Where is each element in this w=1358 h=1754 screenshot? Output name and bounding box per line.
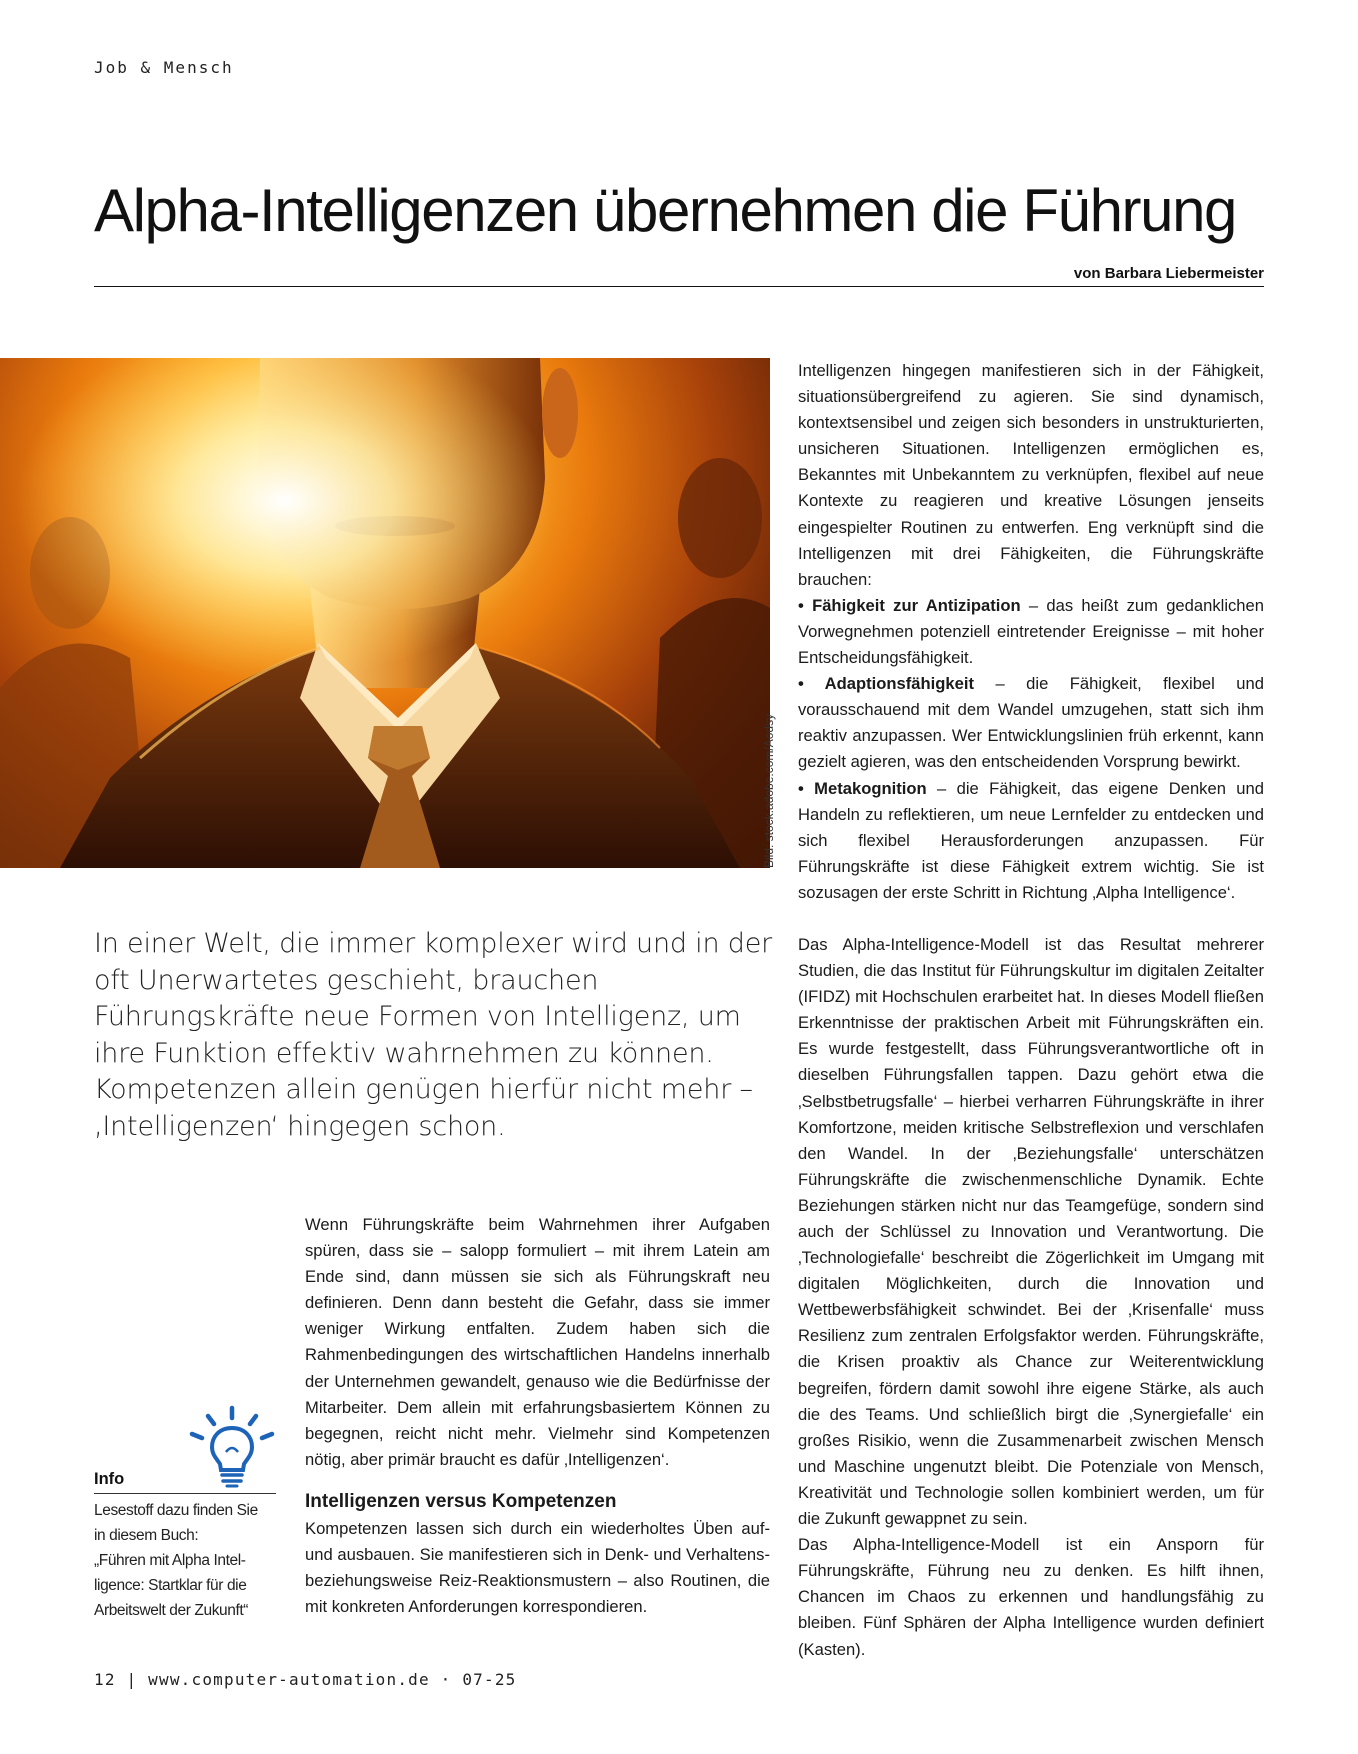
hero-image xyxy=(0,358,770,868)
info-line: „Führen mit Alpha Intel- xyxy=(94,1552,246,1569)
bullet-text: – das heißt zum gedanklichen Vorwegnehmen potenziell eintretender Ereignisse – mit hoher Entscheidungsfähigkeit. xyxy=(798,595,1264,668)
bullet-text: – die Fähigkeit, das eigene Denken und Handeln zu reflektieren, um neue Lernfelder zu entdecken und sich flexibel Herausforderungen anzupassen. Für Führungskräfte ist diese Fähigkeit extrem wichtig. Sie ist sozusagen der erste Schritt in Richtung ‚Alpha Intelligence‘. xyxy=(798,778,1264,902)
info-line: Lesestoff dazu finden Sie xyxy=(94,1502,258,1519)
info-text xyxy=(94,1498,276,1623)
paragraph-gap xyxy=(798,906,1264,932)
lightbulb-icon xyxy=(186,1404,278,1488)
body-paragraph: Intelligenzen hingegen manifestieren sich in der Fähigkeit, situationsübergreifend zu agieren. Sie sind dynamisch, kontextsensibel und zeigen sich besonders in unstrukturierten, unsicheren Situationen. Intelligenzen ermöglichen es, Bekanntes mit Unbekanntem zu verknüpfen, flexibel auf neue Kontexte zu reagieren und kreative Lösungen jenseits eingespielter Routinen zu entwerfen. Eng verknüpft sind die Intelligenzen mit drei Fähigkeiten, die Führungskräfte brauchen: xyxy=(798,361,1264,589)
lead-paragraph: In einer Welt, die immer komplexer wird und in der oft Unerwartetes geschieht, brauchen Führungskräfte neue Formen von Intelligenz, um ihre Funktion effektiv wahrnehmen zu können. Kompetenzen allein genügen hierfür nicht mehr – ‚Intelligenzen‘ hingegen schon. xyxy=(94,928,773,1142)
info-line: Arbeitswelt der Zukunft“ xyxy=(94,1602,249,1619)
info-title: Info xyxy=(94,1470,125,1488)
bullet-item xyxy=(798,593,1264,671)
bullet-term: • Fähigkeit zur Antizipation xyxy=(798,595,1021,615)
body-paragraph: Das Alpha-Intelligence-Modell ist ein Ansporn für Führungskräfte, Führung neu zu denken. Es hilft ihnen, Chancen im Chaos zu erkennen und handlungsfähig zu bleiben. Fünf Sphären der Alpha Intelligence wurden definiert (Kasten). xyxy=(798,1535,1264,1659)
info-line: ligence: Startklar für die xyxy=(94,1577,247,1594)
page-footer: 12 | www.computer-automation.de · 07-25 xyxy=(94,1670,517,1689)
body-paragraph: Wenn Führungskräfte beim Wahrnehmen ihrer Aufgaben spüren, dass sie – salopp formuliert – mit ihrem Latein am Ende sind, dann müssen sie sich als Führungskraft neu definieren. Denn dann besteht die Gefahr, dass sie immer weniger Wirkung entfalten. Zudem haben sich die Rahmenbedingungen des wirtschaftlichen Handelns innerhalb der Unternehmen gewandelt, genauso wie die Bedürfnisse der Mitarbeiter. Dem allein mit erfahrungsbasiertem Können zu begegnen, reicht nicht mehr. Vielmehr sind Kompetenzen nötig, aber primär braucht es dafür ‚Intelligenzen‘. xyxy=(305,1215,770,1469)
bullet-text: – die Fähigkeit, flexibel und vorausschauend mit dem Wandel umzugehen, statt sich ihm reaktiv anzupassen. Wer Entwicklungslinien früh erkennt, kann gezielt agieren, was den entscheidenden Vorsprung bewirkt. xyxy=(798,674,1264,772)
body-paragraph: Kompetenzen lassen sich durch ein wiederholtes Üben auf- und ausbauen. Sie manifestieren sich in Denk- und Verhaltens- beziehungsweise Reiz-Reaktionsmustern – also Routinen, die mit konkreten Anforderungen korrespondieren. xyxy=(305,1518,770,1617)
bullet-item xyxy=(798,671,1264,775)
image-credit: Bild: stock.adobe.com/Aodsy xyxy=(762,713,776,868)
bullet-item xyxy=(798,776,1264,906)
body-paragraph: Das Alpha-Intelligence-Modell ist das Resultat mehrerer Studien, die das Institut für Führungskultur im digitalen Zeitalter (IFIDZ) mit Hochschulen erarbeitet hat. In dieses Modell fließen Erkenntnisse der praktischen Arbeit mit Führungskräften ein. Es wurde festgestellt, dass Führungsverantwortliche oft in dieselben Führungsfallen tappen. Dazu gehört etwa die ‚Selbstbetrugsfalle‘ – hierbei verharren Führungskräfte in ihrer Komfortzone, meiden kritische Selbstreflexion und verschlafen den Wandel. In der ‚Beziehungsfalle‘ unterschätzen Führungskräfte die zwischenmenschliche Dynamik. Echte Beziehungen stärken nicht nur das Teamgefüge, sondern sind auch der Schlüssel zu Innovation und Verantwortung. Die ‚Technologiefalle‘ beschreibt die Zögerlichkeit im Umgang mit digitalen Möglichkeiten, durch die Innovation und Wettbewerbsfähigkeit schwindet. Bei der ‚Krisenfalle‘ muss Resilienz zum zentralen Erfolgsfaktor werden. Führungskräfte, die Krisen proaktiv als Chance zur Weiterentwicklung begreifen, fördern damit sowohl ihre eigene Stärke, als auch die des Teams. Und schließlich birgt die ‚Synergiefalle‘ ein großes Risikio, wenn die Zusammenarbeit zwischen Mensch und Maschine ungenutzt bleibt. Die Potenziale von Mensch, Kreativität und Technologie sollen kombiniert werden, um für die Zukunft gewappnet zu sein. xyxy=(798,934,1264,1529)
body-column-middle xyxy=(305,1212,770,1620)
info-rule xyxy=(94,1493,276,1494)
article-title: Alpha-Intelligenzen übernehmen die Führung xyxy=(94,177,1237,244)
subheading: Intelligenzen versus Kompetenzen xyxy=(305,1490,617,1512)
section-label: Job & Mensch xyxy=(94,58,234,77)
title-rule xyxy=(94,286,1264,287)
author-byline: von Barbara Liebermeister xyxy=(1073,265,1264,282)
bullet-term: • Metakognition xyxy=(798,778,927,798)
body-column-right xyxy=(798,358,1264,1663)
info-line: in diesem Buch: xyxy=(94,1527,199,1544)
businessman-illustration xyxy=(0,358,770,868)
bullet-term: • Adaptionsfähigkeit xyxy=(798,674,975,694)
